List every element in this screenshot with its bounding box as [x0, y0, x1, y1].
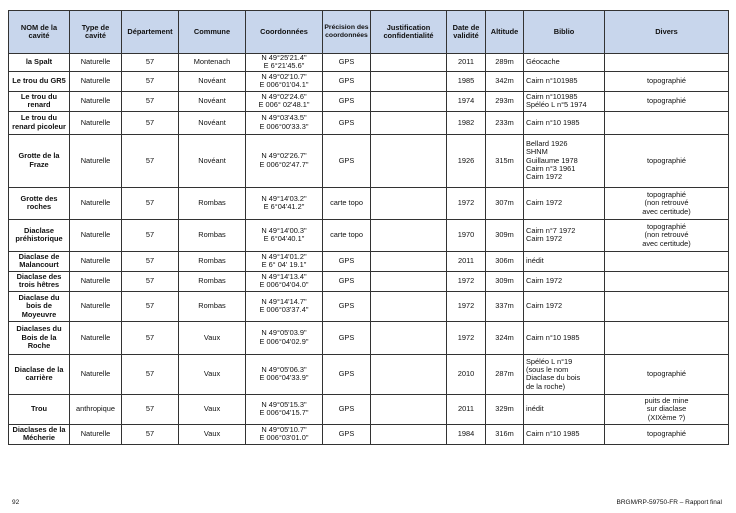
cell-justification [371, 111, 447, 134]
cell-altitude: 289m [486, 54, 524, 72]
cell-coordonnees: N 49°14'00.3" E 6°04'40.1" [246, 219, 323, 251]
table-header-row [9, 11, 729, 54]
cell-divers: topographié [605, 71, 729, 91]
cell-biblio: inédit [524, 394, 605, 424]
cell-precision: GPS [323, 271, 371, 291]
cell-altitude: 233m [486, 111, 524, 134]
cell-biblio: Spéléo L n°19 (sous le nom Diaclase du bois de la roche) [524, 354, 605, 394]
cell-justification [371, 251, 447, 271]
cell-altitude: 329m [486, 394, 524, 424]
cell-type: Naturelle [70, 71, 122, 91]
caves-table [8, 10, 729, 445]
cell-date: 1982 [447, 111, 486, 134]
cell-commune: Vaux [179, 321, 246, 354]
cell-date: 1972 [447, 271, 486, 291]
cell-biblio: Cairn 1972 [524, 271, 605, 291]
cell-precision: GPS [323, 321, 371, 354]
cell-departement: 57 [122, 187, 179, 219]
cell-type: Naturelle [70, 219, 122, 251]
cell-type: Naturelle [70, 271, 122, 291]
cell-nom: Diaclases du Bois de la Roche [9, 321, 70, 354]
cell-nom: Grotte de la Fraze [9, 134, 70, 187]
cell-date: 2011 [447, 54, 486, 72]
cell-biblio: Cairn n°7 1972 Cairn 1972 [524, 219, 605, 251]
cell-divers: topographié [605, 134, 729, 187]
cell-type: Naturelle [70, 54, 122, 72]
table-row [9, 291, 729, 321]
header-commune: Commune [179, 11, 246, 54]
cell-biblio: Cairn 1972 [524, 187, 605, 219]
cell-commune: Montenach [179, 54, 246, 72]
page-number: 92 [12, 499, 20, 506]
table-body [9, 54, 729, 445]
cell-precision: GPS [323, 291, 371, 321]
cell-coordonnees: N 49°14'01.2" E 6° 04' 19.1" [246, 251, 323, 271]
cell-precision: GPS [323, 111, 371, 134]
cell-biblio: inédit [524, 251, 605, 271]
cell-nom: Le trou du renard [9, 91, 70, 111]
cell-date: 2011 [447, 394, 486, 424]
cell-altitude: 315m [486, 134, 524, 187]
cell-type: Naturelle [70, 251, 122, 271]
cell-altitude: 316m [486, 424, 524, 444]
cell-type: Naturelle [70, 187, 122, 219]
cell-commune: Novéant [179, 71, 246, 91]
cell-precision: GPS [323, 424, 371, 444]
cell-precision: GPS [323, 71, 371, 91]
cell-justification [371, 187, 447, 219]
cell-divers: topographié (non retrouvé avec certitude) [605, 187, 729, 219]
cell-commune: Vaux [179, 354, 246, 394]
table-row [9, 54, 729, 72]
report-reference: BRGM/RP-59750-FR – Rapport final [616, 499, 722, 506]
cell-biblio: Cairn n°10 1985 [524, 424, 605, 444]
cell-type: Naturelle [70, 291, 122, 321]
cell-justification [371, 291, 447, 321]
cell-departement: 57 [122, 271, 179, 291]
cell-divers [605, 54, 729, 72]
cell-nom: Diaclase du bois de Moyeuvre [9, 291, 70, 321]
cell-departement: 57 [122, 251, 179, 271]
cell-divers [605, 111, 729, 134]
cell-coordonnees: N 49°02'24.6" E 006° 02'48.1" [246, 91, 323, 111]
cell-date: 1972 [447, 321, 486, 354]
cell-departement: 57 [122, 91, 179, 111]
cell-date: 1972 [447, 187, 486, 219]
cell-coordonnees: N 49°05'06.3" E 006°04'33.9" [246, 354, 323, 394]
cell-nom: Trou [9, 394, 70, 424]
cell-departement: 57 [122, 54, 179, 72]
cell-commune: Novéant [179, 111, 246, 134]
cell-altitude: 342m [486, 71, 524, 91]
cell-precision: GPS [323, 134, 371, 187]
cell-biblio: Cairn n°10 1985 [524, 321, 605, 354]
cell-type: Naturelle [70, 91, 122, 111]
header-nom: NOM de la cavité [9, 11, 70, 54]
header-justification: Justification confidentialité [371, 11, 447, 54]
cell-date: 1926 [447, 134, 486, 187]
cell-nom: Diaclase de la carrière [9, 354, 70, 394]
header-date: Date de validité [447, 11, 486, 54]
cell-nom: Le trou du renard picoleur [9, 111, 70, 134]
cell-altitude: 306m [486, 251, 524, 271]
header-divers: Divers [605, 11, 729, 54]
cell-date: 1985 [447, 71, 486, 91]
cell-coordonnees: N 49°05'03.9" E 006°04'02.9" [246, 321, 323, 354]
table-row [9, 251, 729, 271]
cell-divers: puits de mine sur diaclase (XIXème ?) [605, 394, 729, 424]
header-coordonnees: Coordonnées [246, 11, 323, 54]
cell-altitude: 293m [486, 91, 524, 111]
cell-type: Naturelle [70, 354, 122, 394]
cell-commune: Vaux [179, 394, 246, 424]
cell-biblio: Géocache [524, 54, 605, 72]
cell-nom: Grotte des roches [9, 187, 70, 219]
cell-justification [371, 321, 447, 354]
cell-departement: 57 [122, 111, 179, 134]
cell-justification [371, 54, 447, 72]
cell-departement: 57 [122, 219, 179, 251]
cell-departement: 57 [122, 291, 179, 321]
cell-divers [605, 251, 729, 271]
cell-altitude: 309m [486, 219, 524, 251]
cell-coordonnees: N 49°14'03.2" E 6°04'41.2" [246, 187, 323, 219]
cell-justification [371, 271, 447, 291]
cell-nom: Diaclase des trois hêtres [9, 271, 70, 291]
header-precision: Précision des coordonnées [323, 11, 371, 54]
cell-precision: GPS [323, 394, 371, 424]
cell-divers [605, 271, 729, 291]
cell-departement: 57 [122, 424, 179, 444]
cell-coordonnees: N 49°05'15.3" E 006°04'15.7" [246, 394, 323, 424]
cell-departement: 57 [122, 134, 179, 187]
cell-altitude: 309m [486, 271, 524, 291]
cell-justification [371, 71, 447, 91]
cell-biblio: Cairn n°10 1985 [524, 111, 605, 134]
cell-commune: Novéant [179, 134, 246, 187]
cell-date: 1984 [447, 424, 486, 444]
cell-type: Naturelle [70, 111, 122, 134]
cell-divers: topographié [605, 354, 729, 394]
cell-coordonnees: N 49°03'43.5" E 006°00'33.3" [246, 111, 323, 134]
cell-commune: Rombas [179, 219, 246, 251]
cell-justification [371, 134, 447, 187]
cell-justification [371, 424, 447, 444]
header-type: Type de cavité [70, 11, 122, 54]
table-row [9, 71, 729, 91]
table-row [9, 321, 729, 354]
cell-altitude: 287m [486, 354, 524, 394]
cell-coordonnees: N 49°02'10.7" E 006°01'04.1" [246, 71, 323, 91]
cell-precision: carte topo [323, 187, 371, 219]
cell-date: 2011 [447, 251, 486, 271]
cell-divers [605, 321, 729, 354]
cell-commune: Rombas [179, 187, 246, 219]
cell-date: 1974 [447, 91, 486, 111]
cell-commune: Rombas [179, 251, 246, 271]
header-biblio: Biblio [524, 11, 605, 54]
cell-departement: 57 [122, 321, 179, 354]
cell-altitude: 307m [486, 187, 524, 219]
cell-departement: 57 [122, 354, 179, 394]
cell-date: 1970 [447, 219, 486, 251]
cell-precision: carte topo [323, 219, 371, 251]
cell-justification [371, 219, 447, 251]
cell-biblio: Cairn n°101985 [524, 71, 605, 91]
table-row [9, 111, 729, 134]
cell-justification [371, 354, 447, 394]
cell-type: Naturelle [70, 424, 122, 444]
cell-biblio: Cairn 1972 [524, 291, 605, 321]
cell-biblio: Bellard 1926 SHNM Guillaume 1978 Cairn n°3 1961 Cairn 1972 [524, 134, 605, 187]
cell-coordonnees: N 49°25'21.4" E 6°21'45.6" [246, 54, 323, 72]
cell-departement: 57 [122, 394, 179, 424]
cell-commune: Rombas [179, 271, 246, 291]
cell-nom: Diaclase de Malancourt [9, 251, 70, 271]
table-row [9, 134, 729, 187]
cell-divers [605, 291, 729, 321]
cell-commune: Vaux [179, 424, 246, 444]
header-altitude: Altitude [486, 11, 524, 54]
table-row [9, 424, 729, 444]
table-row [9, 354, 729, 394]
cell-coordonnees: N 49°05'10.7" E 006°03'01.0" [246, 424, 323, 444]
table-row [9, 271, 729, 291]
table-row [9, 219, 729, 251]
table-row [9, 187, 729, 219]
cell-nom: Le trou du GR5 [9, 71, 70, 91]
cell-date: 2010 [447, 354, 486, 394]
cell-coordonnees: N 49°02'26.7" E 006°02'47.7" [246, 134, 323, 187]
cell-coordonnees: N 49°14'13.4" E 006°04'04.0" [246, 271, 323, 291]
cell-justification [371, 91, 447, 111]
cell-commune: Rombas [179, 291, 246, 321]
cell-justification [371, 394, 447, 424]
table-row [9, 91, 729, 111]
table-row [9, 394, 729, 424]
cell-nom: la Spalt [9, 54, 70, 72]
cell-precision: GPS [323, 54, 371, 72]
cell-precision: GPS [323, 354, 371, 394]
cell-nom: Diaclase préhistorique [9, 219, 70, 251]
cell-precision: GPS [323, 251, 371, 271]
cell-date: 1972 [447, 291, 486, 321]
cell-divers: topographié [605, 424, 729, 444]
cell-type: Naturelle [70, 321, 122, 354]
cell-biblio: Cairn n°101985 Spéléo L n°5 1974 [524, 91, 605, 111]
cell-nom: Diaclases de la Mécherie [9, 424, 70, 444]
cell-type: Naturelle [70, 134, 122, 187]
cell-departement: 57 [122, 71, 179, 91]
cell-commune: Novéant [179, 91, 246, 111]
header-departement: Département [122, 11, 179, 54]
cell-altitude: 337m [486, 291, 524, 321]
cell-type: anthropique [70, 394, 122, 424]
cell-altitude: 324m [486, 321, 524, 354]
cell-precision: GPS [323, 91, 371, 111]
cell-coordonnees: N 49°14'14.7" E 006°03'37.4" [246, 291, 323, 321]
cell-divers: topographié [605, 91, 729, 111]
cell-divers: topographié (non retrouvé avec certitude) [605, 219, 729, 251]
